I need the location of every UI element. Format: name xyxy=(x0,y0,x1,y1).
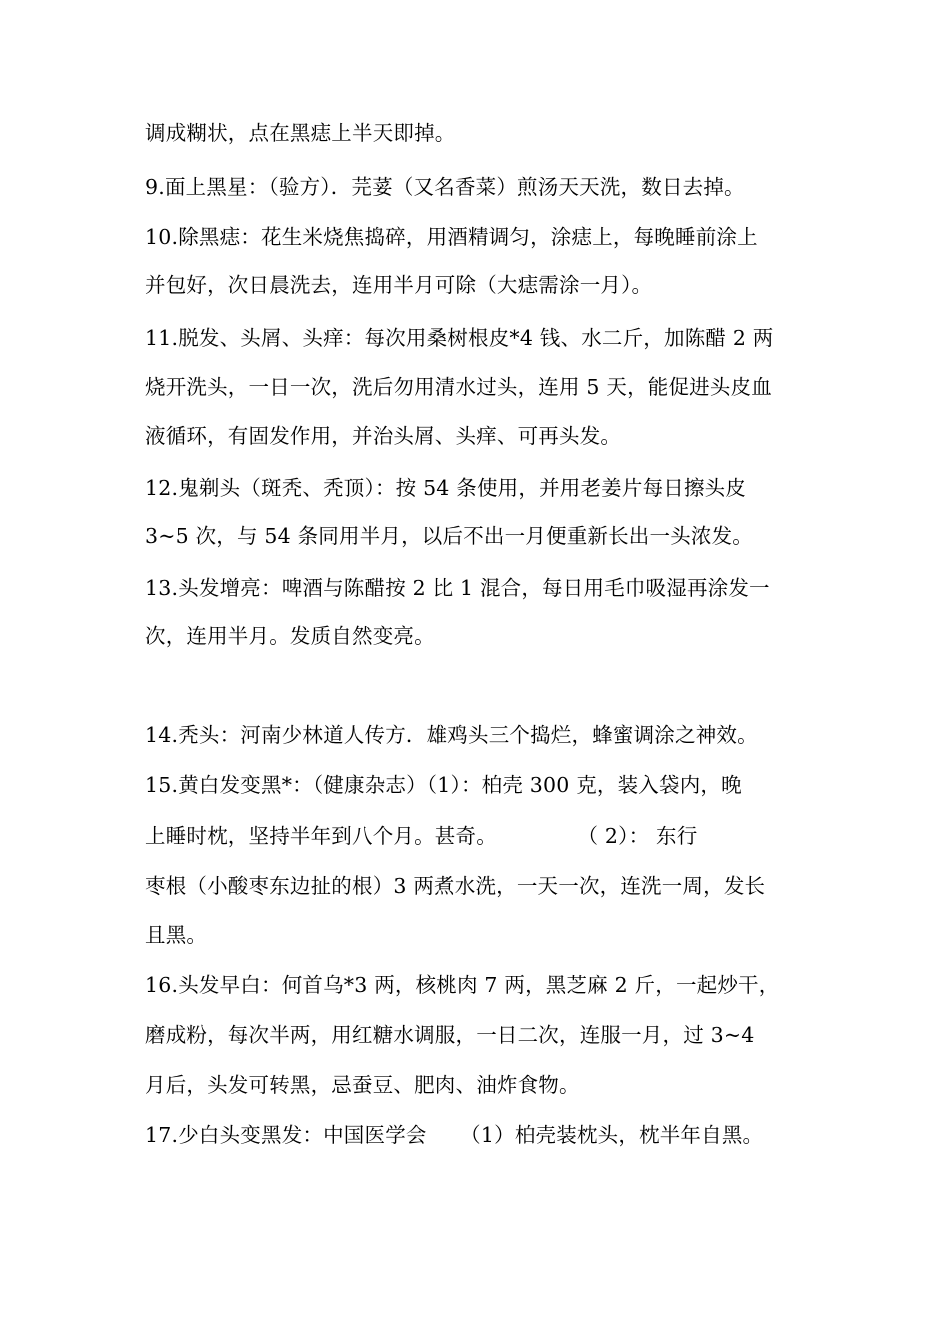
text-line: 14.秃头：河南少林道人传方．雄鸡头三个捣烂，蜂蜜调涂之神效。 xyxy=(145,723,758,747)
text-line: 9.面上黑星：（验方）．芫荽（又名香菜）煎汤天天洗，数日去掉。 xyxy=(145,175,745,199)
text-line: 10.除黑痣：花生米烧焦捣碎，用酒精调匀，涂痣上，每晚睡前涂上 xyxy=(145,225,758,249)
text-line: 液循环，有固发作用，并治头屑、头痒、可再头发。 xyxy=(145,424,622,448)
text-line: 磨成粉，每次半两，用红糖水调服，一日二次，连服一月，过 3~4 xyxy=(145,1023,755,1047)
text-line: 上睡时枕，坚持半年到八个月。甚奇。 （ 2）： 东行 xyxy=(145,824,698,848)
text-line: 17.少白头变黑发：中国医学会 （1）柏壳装枕头，枕半年自黑。 xyxy=(145,1123,764,1147)
text-line: 11.脱发、头屑、头痒：每次用桑树根皮*4 钱、水二斤，加陈醋 2 两 xyxy=(145,326,774,350)
text-line: 15.黄白发变黑*：（健康杂志）（1）：柏壳 300 克，装入袋内，晚 xyxy=(145,773,742,797)
text-line: 3~5 次，与 54 条同用半月，以后不出一月便重新长出一头浓发。 xyxy=(145,524,753,548)
text-line: 枣根（小酸枣东边扯的根）3 两煮水洗，一天一次，连洗一周，发长 xyxy=(145,874,766,898)
text-line: 12.鬼剃头（斑秃、秃顶）：按 54 条使用，并用老姜片每日擦头皮 xyxy=(145,476,747,500)
text-line: 次，连用半月。发质自然变亮。 xyxy=(145,624,435,648)
text-line: 烧开洗头，一日一次，洗后勿用清水过头，连用 5 天，能促进头皮血 xyxy=(145,375,772,399)
text-line: 13.头发增亮：啤酒与陈醋按 2 比 1 混合，每日用毛巾吸湿再涂发一 xyxy=(145,576,770,600)
text-line: 且黑。 xyxy=(145,923,208,947)
text-line: 并包好，次日晨洗去，连用半月可除（大痣需涂一月）。 xyxy=(145,273,653,297)
text-line: 调成糊状，点在黑痣上半天即掉。 xyxy=(145,121,456,145)
text-line: 月后，头发可转黑，忌蚕豆、肥肉、油炸食物。 xyxy=(145,1073,580,1097)
text-line: 16.头发早白：何首乌*3 两，核桃肉 7 两，黑芝麻 2 斤，一起炒干， xyxy=(145,973,780,997)
